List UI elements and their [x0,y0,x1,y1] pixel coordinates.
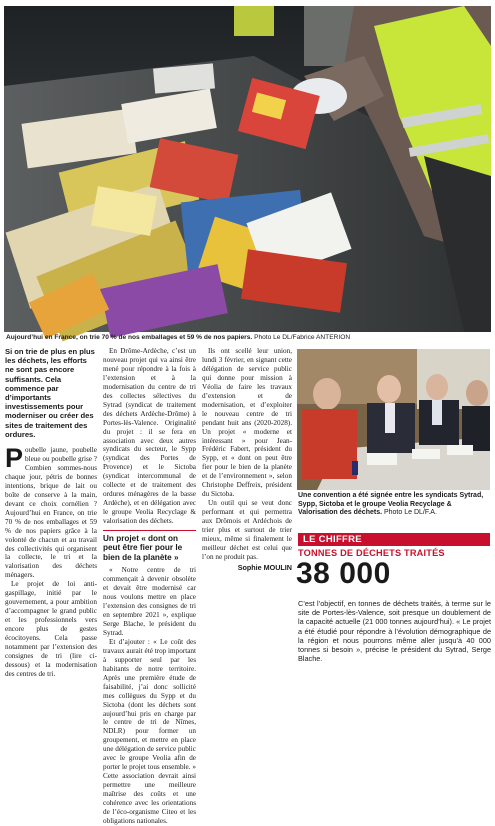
meeting-photo-credit: Photo Le DL/F.A. [382,509,437,517]
meeting-photo-caption [298,492,491,518]
le-chiffre-tag: LE CHIFFRE [298,533,490,546]
convention-signing-photo [297,349,490,490]
meeting-photo-caption-text: Une convention a été signée entre les syndicats Sytrad, Sypp, Sictoba et le groupe Veolia Recyclage & Valorisation des déchets. [298,492,484,517]
le-chiffre-title: TONNES DE DÉCHETS TRAITÉS [298,548,445,558]
article-paragraph-1-text: oubelle jaune, poubelle bleue ou poubelle grise ? Combien sommes-nous chaque jour, pétris de bonnes intentions, brique de lait ou boîte de conserve à la main, devant ce choix cornélien ? Aujourd’hui en France, on trie 70 % de nos emballages et 59 % de nos papiers grâce à la volonté de chacun et au travail des collectivités qui organisent la collecte, le tri et la valorisation des déchets ménagers. [5,446,97,580]
le-chiffre-number: 38 000 [296,557,391,590]
article-column-3 [202,347,292,573]
article-column-2 [103,347,196,826]
top-photo-caption-text: Aujourd’hui en France, on trie 70 % de nos emballages et 59 % de nos papiers. [6,334,253,341]
le-chiffre-text: C’est l’objectif, en tonnes de déchets traités, à terme sur le site de Portes-lès-Valence, soit presque un doublement de la capacité actuelle (21 000 tonnes aujourd’hui). « Le projet a été étudié pour répondre à l’évolution démographique de la région et nous pourrons même aller jusqu’à 40 000 tonnes si besoin », précise le président du Sytrad, Serge Blache. [298,599,491,664]
article-paragraph-1 [5,443,97,580]
convention-signing-illustration [297,349,490,490]
article-paragraph-7: Un outil qui se veut donc performant et qui permettra aux Drômois et Ardéchois de trier plus et surtout de trier mieux, même si finalement le meilleur déchet est celui que l’on ne produit pas. [202,499,292,561]
sorting-line-photo [4,6,491,332]
article-paragraph-4: « Notre centre de tri commençait à devenir obsolète et devait être modernisé car nous voulons mettre en place l’extension des consignes de tri en septembre 2021 », explique Serge Blache, le président du Sytrad. [103,566,196,637]
article-paragraph-3: En Drôme-Ardèche, c’est un nouveau projet qui va ainsi être mené pour répondre à la fois à l’extension et à la modernisation du centre de tri des collectes sélectives du Sytrad (syndicat de traitement des déchets Ardèche-Drôme) à Portes-lès-Valence. Originalité du projet : il se fera en association avec deux autres syndicats du secteur, le Sypp (syndicat des Portes de Provence) et le Sictoba (syndicat intercommunal de collecte et de traitement des ordures ménagères de la basse Ardèche), et en délégation avec le groupe Veolia Recyclage & valorisation des déchets. [103,347,196,526]
top-photo-caption [6,333,490,342]
article-paragraph-6: Ils ont scellé leur union, lundi 3 février, en signant cette délégation de service public qui donne pour mission à Véolia de faire les travaux d’extension et de modernisation, et d’exploiter le nouveau centre de tri pendant huit ans (2020-2028). Un projet « moderne et intéressant » pour Jean-Frédéric Fabert, président du Sypp, et « dont on peut être fier pour le bien de la planète et de l’environnement », selon Christophe Deffreix, président du Sictoba. [202,347,292,499]
article-lead: Si on trie de plus en plus les déchets, les efforts ne sont pas encore suffisants. Cela commence par d’importants investissements pour moderniser ou créer des sites de traitement des ordures. [5,347,95,439]
sorting-line-illustration [4,6,491,332]
article-signature: Sophie MOULIN [237,562,292,572]
article-column-1 [5,347,97,679]
article-subhead: Un projet « dont on peut être fier pour le bien de la planète » [103,530,196,562]
article-paragraph-2: Le projet de loi anti-gaspillage, initié par le gouvernement, a pour ambition d’accompagner le grand public et les professionnels vers encore plus de gestes écocitoyens. Cela passe notamment par l’extension des consignes de tri (lire ci-dessous) et la modernisation des centres de tri. [5,580,97,678]
article-paragraph-5: Et d’ajouter : « Le coût des travaux aurait été trop important à supporter seul par les habitants de notre territoire. Après une première étude de faisabilité, j’ai donc sollicité mes collègues du Sypp et du Sictoba (dont les déchets sont aujourd’hui pris en charge par le centre de tri de Nîmes, NDLR) pour former un groupement, et mettre en place une délégation de service public avec le groupe Veolia afin de porter le projet tous ensemble. » Cette association devrait ainsi permettre une meilleure maîtrise des coûts et une cohérence avec les orientations de l’éco-organisme Citeo et les obligations nationales. [103,637,197,825]
top-photo-credit: Photo Le DL/Fabrice ANTERION [252,334,351,341]
dropcap-letter: P [5,443,24,474]
